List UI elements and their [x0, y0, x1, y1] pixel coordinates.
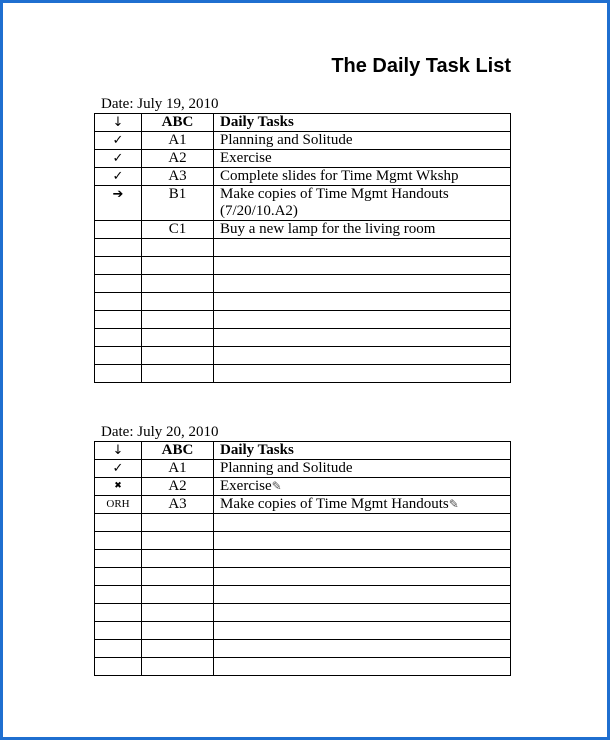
table-row[interactable] [95, 478, 511, 496]
task-cell [214, 496, 511, 514]
priority-code: A3 [142, 168, 214, 186]
empty-cell [142, 365, 214, 383]
page-title: The Daily Task List [331, 55, 511, 77]
empty-row[interactable] [95, 257, 511, 275]
empty-cell [214, 514, 511, 532]
table-row[interactable] [95, 221, 511, 239]
empty-cell [214, 604, 511, 622]
checkmark-icon: ✓ [95, 132, 142, 150]
empty-cell [142, 329, 214, 347]
task-text: Exercise [220, 478, 272, 494]
empty-cell [142, 568, 214, 586]
table-row[interactable] [95, 496, 511, 514]
task-table-2 [94, 441, 511, 676]
empty-cell [95, 257, 142, 275]
down-arrow-icon: ↓ [95, 442, 142, 460]
checkmark-icon: ✓ [95, 460, 142, 478]
task-text: Planning and Solitude [214, 132, 511, 150]
task-text: Exercise [214, 150, 511, 168]
empty-cell [214, 239, 511, 257]
priority-code: A3 [142, 496, 214, 514]
empty-row[interactable] [95, 365, 511, 383]
table-row[interactable] [95, 186, 511, 221]
empty-row[interactable] [95, 293, 511, 311]
empty-cell [214, 329, 511, 347]
priority-code: A1 [142, 132, 214, 150]
priority-code: A1 [142, 460, 214, 478]
checkmark-icon: ✓ [95, 150, 142, 168]
empty-cell [142, 347, 214, 365]
empty-row[interactable] [95, 532, 511, 550]
status-cell [95, 221, 142, 239]
empty-cell [95, 622, 142, 640]
empty-cell [95, 347, 142, 365]
table-header-row [95, 114, 511, 132]
empty-cell [214, 311, 511, 329]
empty-cell [214, 658, 511, 676]
empty-row[interactable] [95, 640, 511, 658]
empty-cell [142, 550, 214, 568]
empty-cell [142, 239, 214, 257]
empty-row[interactable] [95, 586, 511, 604]
empty-cell [214, 550, 511, 568]
empty-cell [95, 640, 142, 658]
empty-row[interactable] [95, 658, 511, 676]
priority-code: A2 [142, 150, 214, 168]
empty-row[interactable] [95, 239, 511, 257]
empty-cell [214, 532, 511, 550]
empty-row[interactable] [95, 568, 511, 586]
empty-cell [95, 532, 142, 550]
date-label-2: Date: July 20, 2010 [101, 424, 219, 440]
empty-cell [95, 586, 142, 604]
empty-cell [142, 586, 214, 604]
empty-cell [214, 275, 511, 293]
abc-header: ABC [142, 442, 214, 460]
down-arrow-icon: ↓ [95, 114, 142, 132]
empty-cell [214, 586, 511, 604]
empty-cell [214, 365, 511, 383]
empty-cell [95, 514, 142, 532]
priority-code: B1 [142, 186, 214, 221]
empty-cell [214, 257, 511, 275]
table-row[interactable] [95, 132, 511, 150]
daily-tasks-header: Daily Tasks [214, 114, 511, 132]
empty-cell [214, 293, 511, 311]
task-cell [214, 478, 511, 496]
empty-cell [95, 550, 142, 568]
task-table-1 [94, 113, 511, 383]
empty-row[interactable] [95, 622, 511, 640]
abc-header: ABC [142, 114, 214, 132]
checkmark-icon: ✓ [95, 168, 142, 186]
empty-cell [142, 622, 214, 640]
empty-cell [214, 640, 511, 658]
table-row[interactable] [95, 150, 511, 168]
empty-cell [142, 293, 214, 311]
pencil-icon: ✎ [448, 497, 459, 511]
empty-cell [142, 275, 214, 293]
empty-row[interactable] [95, 311, 511, 329]
empty-cell [142, 532, 214, 550]
empty-cell [142, 514, 214, 532]
empty-cell [142, 640, 214, 658]
empty-cell [95, 604, 142, 622]
empty-cell [95, 293, 142, 311]
empty-cell [95, 239, 142, 257]
empty-cell [214, 622, 511, 640]
empty-cell [142, 658, 214, 676]
empty-cell [142, 257, 214, 275]
priority-code: A2 [142, 478, 214, 496]
empty-row[interactable] [95, 550, 511, 568]
empty-row[interactable] [95, 347, 511, 365]
date-label-1: Date: July 19, 2010 [101, 96, 219, 112]
pencil-icon: ✎ [271, 479, 282, 493]
right-arrow-icon: ➔ [95, 186, 142, 221]
empty-row[interactable] [95, 275, 511, 293]
empty-row[interactable] [95, 329, 511, 347]
empty-cell [95, 365, 142, 383]
empty-cell [95, 275, 142, 293]
task-text: Planning and Solitude [214, 460, 511, 478]
task-text: Complete slides for Time Mgmt Wkshp [214, 168, 511, 186]
empty-row[interactable] [95, 514, 511, 532]
empty-cell [95, 658, 142, 676]
empty-cell [142, 604, 214, 622]
task-text: Make copies of Time Mgmt Handouts [220, 496, 449, 512]
table-row[interactable] [95, 460, 511, 478]
empty-cell [214, 568, 511, 586]
empty-cell [95, 311, 142, 329]
empty-cell [142, 311, 214, 329]
x-mark-icon: ✖ [95, 478, 142, 496]
empty-row[interactable] [95, 604, 511, 622]
empty-cell [95, 568, 142, 586]
status-code: ORH [95, 496, 142, 514]
empty-cell [95, 329, 142, 347]
task-text: Make copies of Time Mgmt Handouts (7/20/10.A2) [214, 186, 511, 221]
table-row[interactable] [95, 168, 511, 186]
daily-tasks-header: Daily Tasks [214, 442, 511, 460]
task-text: Buy a new lamp for the living room [214, 221, 511, 239]
table-header-row [95, 442, 511, 460]
priority-code: C1 [142, 221, 214, 239]
empty-cell [214, 347, 511, 365]
